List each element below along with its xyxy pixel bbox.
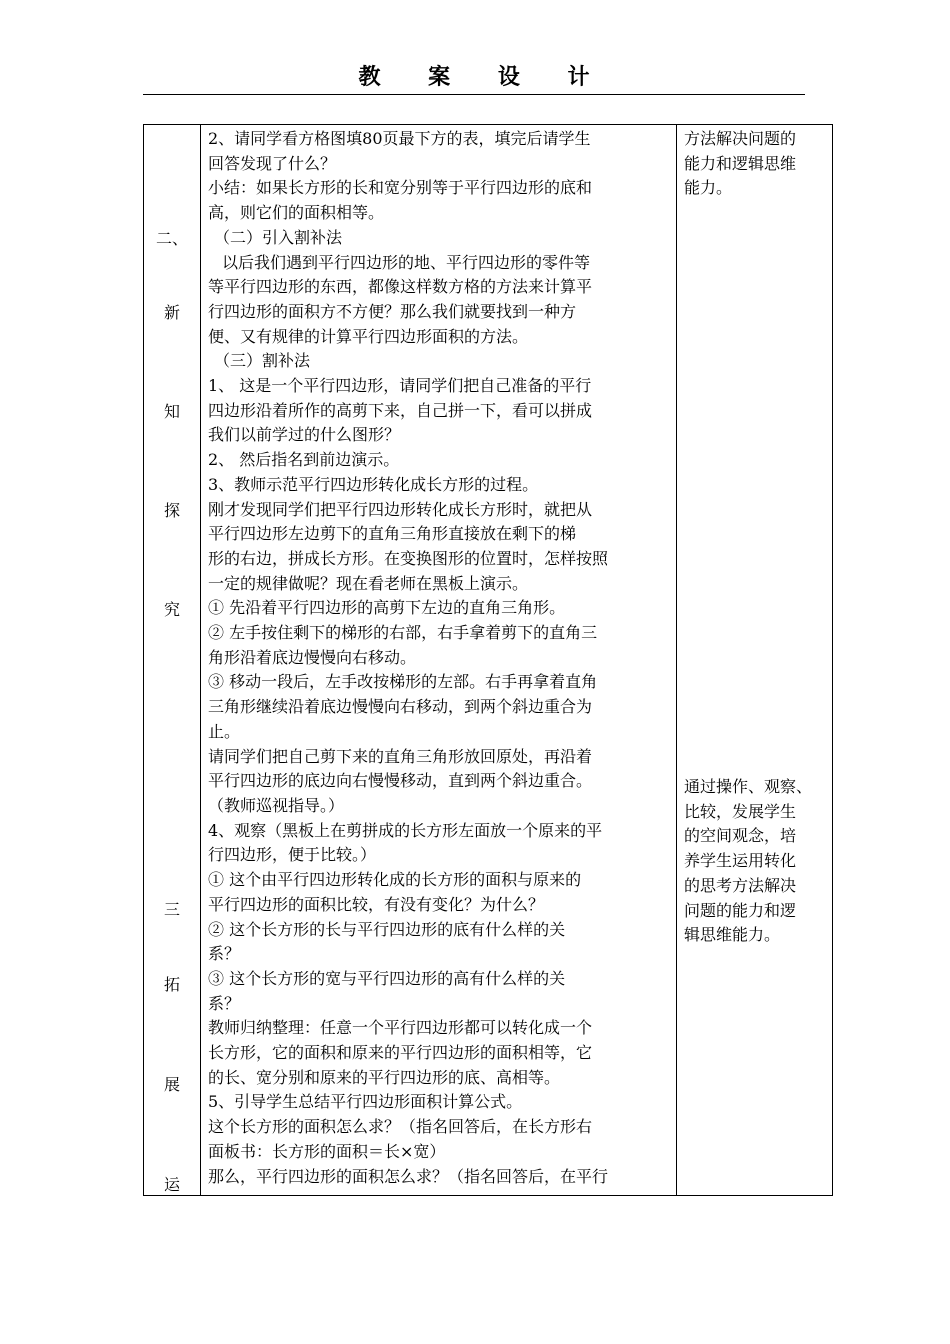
note-line: 养学生运用转化 <box>684 851 797 871</box>
design-intent-note <box>684 127 832 201</box>
content-line: 长方形，它的面积和原来的平行四边形的面积相等，它 <box>208 1043 593 1063</box>
content-line: 4、观察（黑板上在剪拼成的长方形左面放一个原来的平 <box>208 820 603 840</box>
content-line: 角形沿着底边慢慢向右移动。 <box>208 647 417 667</box>
content-line: 止。 <box>208 721 241 741</box>
stage-label: 新 <box>163 303 180 322</box>
content-line: 刚才发现同学们把平行四边形转化成长方形时，就把从 <box>208 499 593 519</box>
lesson-plan-table <box>143 124 833 1196</box>
note-line: 问题的能力和逻 <box>684 900 797 920</box>
stage-column <box>144 125 200 1195</box>
design-intent-note <box>684 775 832 948</box>
content-line: 5、引导学生总结平行四边形面积计算公式。 <box>208 1092 523 1112</box>
teaching-process-column <box>208 127 670 1189</box>
content-line: 行四边形的面积方不方便？那么我们就要找到一种方 <box>208 301 577 321</box>
content-line: 我们以前学过的什么图形？ <box>208 425 401 445</box>
column-divider <box>676 125 677 1195</box>
section-heading: （二）引入割补法 <box>214 227 343 247</box>
content-line: 那么，平行四边形的面积怎么求？（指名回答后，在平行 <box>208 1166 609 1186</box>
content-line: （教师巡视指导。） <box>208 795 345 815</box>
stage-label: 三 <box>163 900 180 919</box>
content-line: ① 先沿着平行四边形的高剪下左边的直角三角形。 <box>208 598 566 618</box>
stage-label: 探 <box>163 501 180 520</box>
content-line: 平行四边形的面积比较，有没有变化？为什么？ <box>208 894 545 914</box>
content-line: 请同学们把自己剪下来的直角三角形放回原处，再沿着 <box>208 746 593 766</box>
page-header <box>143 62 805 95</box>
content-line: 面板书：长方形的面积＝长×宽） <box>208 1141 446 1161</box>
content-line: 等平行四边形的东西，都像这样数方格的方法来计算平 <box>208 277 593 297</box>
content-line: 2、 然后指名到前边演示。 <box>208 450 400 470</box>
content-line: ② 这个长方形的长与平行四边形的底有什么样的关 <box>208 919 566 939</box>
note-line: 方法解决问题的 <box>684 129 797 148</box>
content-line: 行四边形，便于比较。） <box>208 845 377 865</box>
note-line: 能力。 <box>684 178 733 198</box>
content-line: ③ 这个长方形的宽与平行四边形的高有什么样的关 <box>208 968 566 988</box>
content-line: 1、 这是一个平行四边形，请同学们把自己准备的平行 <box>208 376 592 396</box>
column-divider <box>200 125 201 1195</box>
stage-label: 展 <box>163 1075 180 1094</box>
note-line: 的空间观念，培 <box>684 826 797 846</box>
content-line: 这个长方形的面积怎么求？（指名回答后，在长方形右 <box>208 1117 593 1137</box>
note-line: 能力和逻辑思维 <box>684 153 797 173</box>
content-line: 教师归纳整理：任意一个平行四边形都可以转化成一个 <box>208 1018 593 1038</box>
section-heading: （三）割补法 <box>214 351 311 371</box>
content-line: ① 这个由平行四边形转化成的长方形的面积与原来的 <box>208 870 582 890</box>
content-line: 系？ <box>208 993 241 1013</box>
content-line: 系？ <box>208 944 241 964</box>
content-line: 四边形沿着所作的高剪下来，自己拼一下，看可以拼成 <box>208 400 593 420</box>
stage-label: 知 <box>163 402 180 421</box>
content-line: 形的右边，拼成长方形。在变换图形的位置时，怎样按照 <box>208 548 609 568</box>
page-title: 教 案 设 计 <box>358 65 610 90</box>
content-line: ② 左手按住剩下的梯形的右部，右手拿着剪下的直角三 <box>208 623 598 643</box>
stage-label: 究 <box>163 600 180 619</box>
stage-label: 二、 <box>155 229 188 248</box>
content-line: 平行四边形左边剪下的直角三角形直接放在剩下的梯 <box>208 524 577 544</box>
note-line: 的思考方法解决 <box>684 875 797 895</box>
content-line: 小结：如果长方形的长和宽分别等于平行四边形的底和 <box>208 178 593 198</box>
content-line: 2、请同学看方格图填80页最下方的表，填完后请学生 <box>208 129 591 148</box>
note-line: 比较，发展学生 <box>684 801 797 821</box>
content-line: 一定的规律做呢？现在看老师在黑板上演示。 <box>208 573 529 593</box>
content-line: 以后我们遇到平行四边形的地、平行四边形的零件等 <box>222 252 591 272</box>
content-line: 3、教师示范平行四边形转化成长方形的过程。 <box>208 474 539 494</box>
content-line: 三角形继续沿着底边慢慢向右移动，到两个斜边重合为 <box>208 697 593 717</box>
content-line: 回答发现了什么？ <box>208 153 337 173</box>
content-line: ③ 移动一段后，左手改按梯形的左部。右手再拿着直角 <box>208 672 598 692</box>
content-line: 平行四边形的底边向右慢慢移动，直到两个斜边重合。 <box>208 771 593 791</box>
content-line: 的长、宽分别和原来的平行四边形的底、高相等。 <box>208 1067 561 1087</box>
content-line: 高，则它们的面积相等。 <box>208 203 385 223</box>
stage-label: 运 <box>163 1175 180 1194</box>
stage-label: 拓 <box>163 975 180 994</box>
note-line: 通过操作、观察、 <box>684 777 813 796</box>
note-line: 辑思维能力。 <box>684 925 781 945</box>
content-line: 便、又有规律的计算平行四边形面积的方法。 <box>208 326 529 346</box>
